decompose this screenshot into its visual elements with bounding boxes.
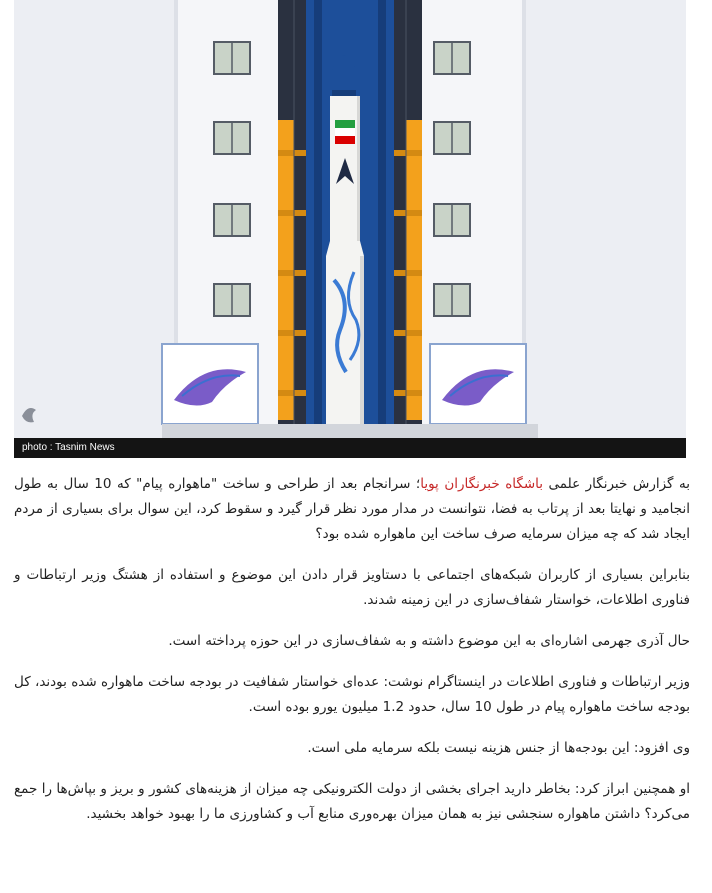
paragraph-6: او همچنین ابراز کرد: بخاطر دارید اجرای بخشی از دولت الکترونیکی چه میزان از هزینه‌های کشور و بریز و بپاش‌ها را جمع می‌کرد؟ داشتن ماهواره سنجشی نیز به همان میزان بهره‌وری منابع آب و کشاورزی ما را بهبود خواهد بخشید. <box>14 781 690 822</box>
news-club-link[interactable]: باشگاه خبرنگاران پویا <box>420 476 544 492</box>
photo-credit: photo : Tasnim News <box>14 438 686 458</box>
paragraph-2: بنابراین بسیاری از کاربران شبکه‌های اجتماعی با دستاویز قرار دادن این موضوع و استفاده از هشتگ وزیر ارتباطات و فناوری اطلاعات، خواستار شفاف‌سازی در این زمینه شدند. <box>14 567 690 608</box>
article-photo <box>14 0 686 458</box>
rocket-launch-image <box>14 0 686 438</box>
paragraph-4: وزیر ارتباطات و فناوری اطلاعات در اینستاگرام نوشت: عده‌ای خواستار شفافیت در بودجه ساخت ماهواره شده بودند، کل بودجه ساخت ماهواره پیام در طول 10 سال، حدود 1.2 میلیون یورو بوده است. <box>14 674 690 715</box>
article-body <box>14 472 690 843</box>
paragraph-1: به گزارش خبرنگار علمی باشگاه خبرنگاران پویا؛ سرانجام بعد از طراحی و ساخت "ماهواره پیام" که 10 سال به طول انجامید و نهایتا بعد از پرتاب به فضا، نتوانست در مدار مورد نظر قرار گیرد و سقوط کرد، این سوال برای بسیاری از مردم ایجاد شد که چه میزان سرمایه صرف ساخت این ماهواره شده بود؟ <box>14 476 690 542</box>
paragraph-5: وی افزود: این بودجه‌ها از جنس هزینه نیست بلکه سرمایه ملی است. <box>307 740 690 756</box>
paragraph-3: حال آذری جهرمی اشاره‌ای به این موضوع داشته و به شفاف‌سازی در این حوزه پرداخته است. <box>168 633 690 649</box>
